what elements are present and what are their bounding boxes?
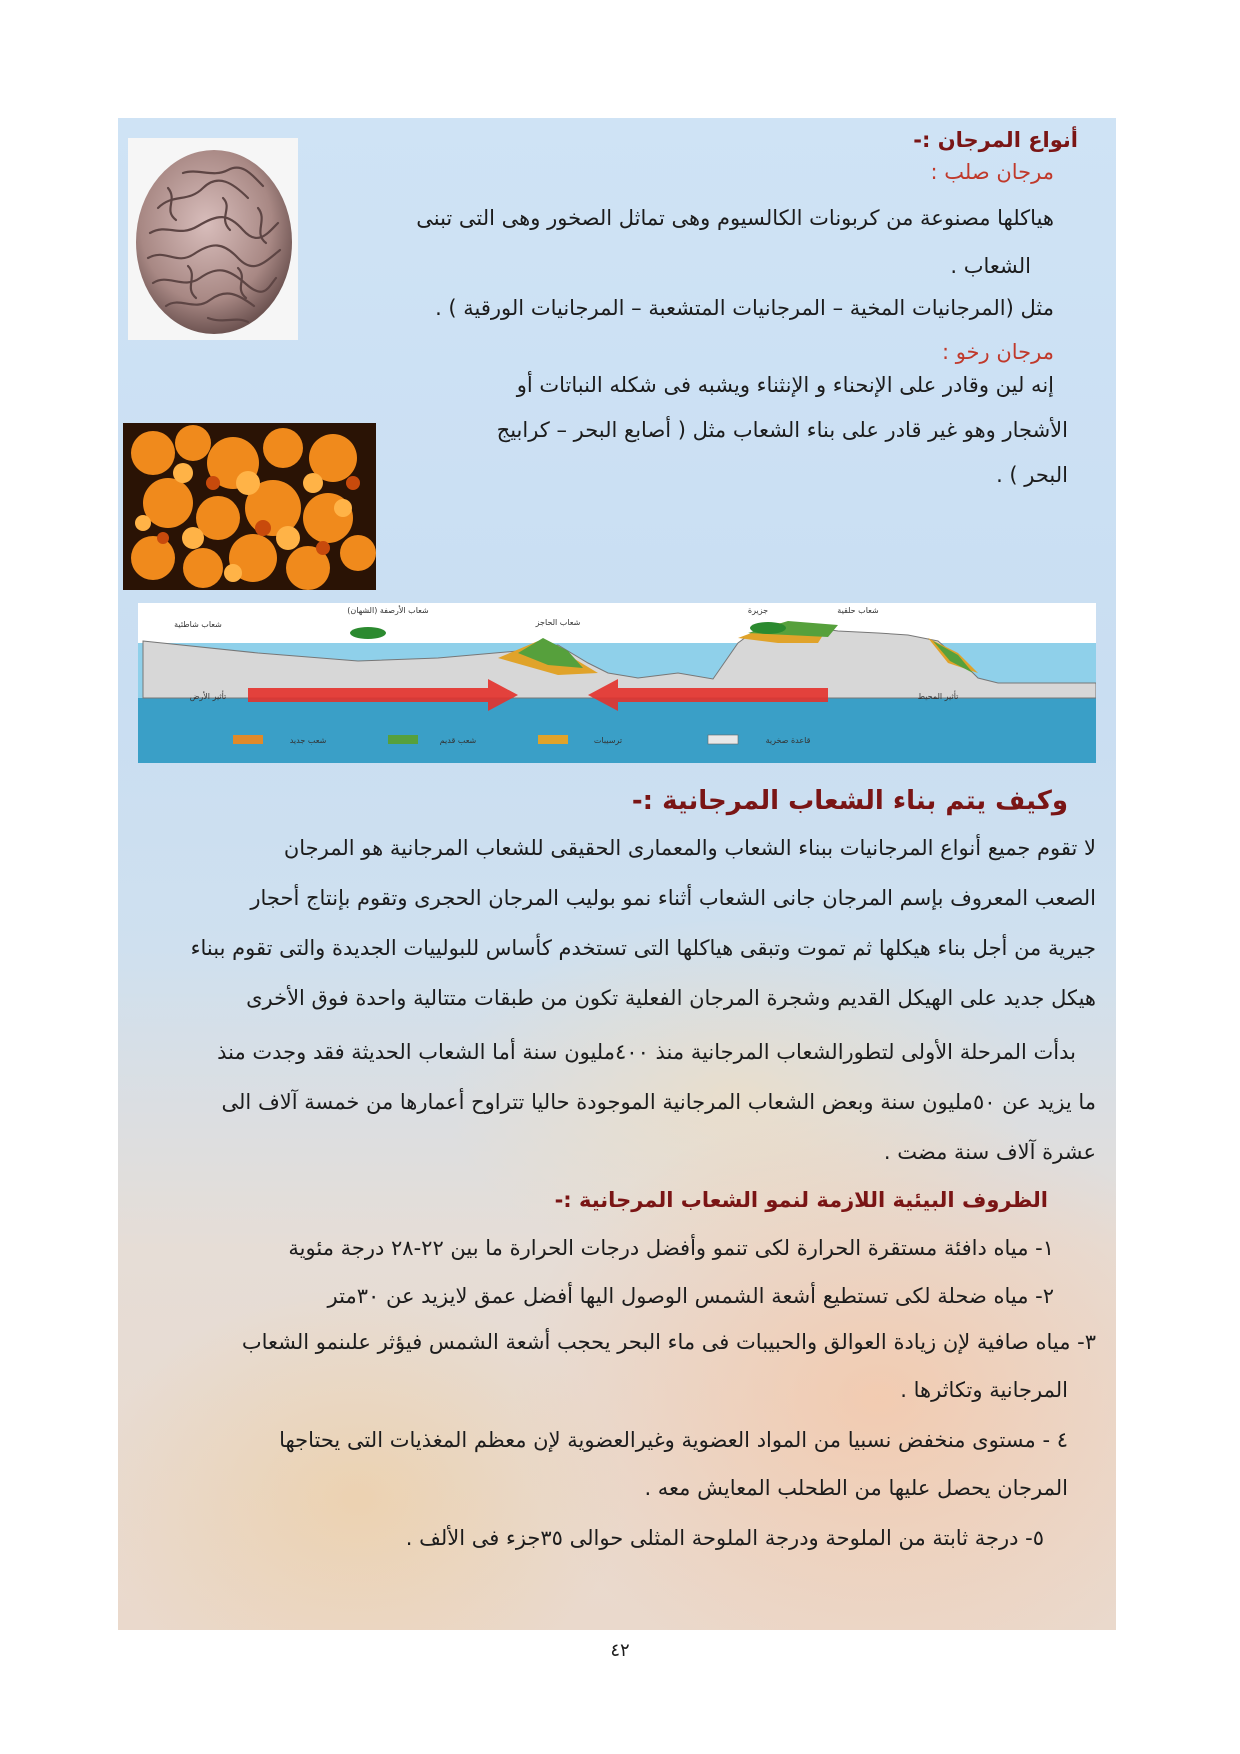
label-land-effect: تأثير الأرض — [189, 692, 227, 701]
legend-bedrock: قاعدة صخرية — [765, 736, 811, 745]
soft-coral-label: مرجان رخو : — [941, 340, 1054, 364]
soft-coral-line-1: إنه لين وقادر على الإنحناء و الإنثناء ويشبه فى شكله النباتات أو — [516, 373, 1054, 397]
soft-coral-image — [123, 423, 376, 590]
build-heading: وكيف يتم بناء الشعاب المرجانية :- — [631, 786, 1068, 816]
soft-coral-line-3: البحر ) . — [996, 463, 1068, 487]
condition-3-line-2: المرجانية وتكاثرها . — [900, 1378, 1068, 1402]
build-p1-line-2: الصعب المعروف بإسم المرجان جانى الشعاب أثناء نمو بوليب المرجان الحجرى وتقوم بإنتاج أحجار — [250, 886, 1096, 910]
legend-sediments: ترسيبات — [593, 736, 623, 745]
build-p1-line-1: لا تقوم جميع أنواع المرجانيات ببناء الشعاب والمعمارى الحقيقى للشعاب المرجانية هو المرجان — [283, 836, 1096, 860]
build-p2-line-3: عشرة آلاف سنة مضت . — [883, 1140, 1096, 1164]
label-atoll: شعاب حلقية — [837, 606, 879, 615]
hard-coral-line-1: هياكلها مصنوعة من كربونات الكالسيوم وهى تماثل الصخور وهى التى تبنى — [416, 206, 1054, 230]
build-p2-line-2: ما يزيد عن ٥٠مليون سنة وبعض الشعاب المرجانية الموجودة حاليا تتراوح أعمارها من خمسة آلاف الى — [221, 1090, 1096, 1114]
types-heading: أنواع المرجان :- — [913, 128, 1078, 152]
hard-coral-examples: مثل (المرجانيات المخية – المرجانيات المتشعبة – المرجانيات الورقية ) . — [435, 296, 1054, 320]
label-fringing: شعاب شاطئية — [174, 620, 222, 629]
condition-3-line-1: ٣- مياه صافية لإن زيادة العوالق والحبيبات فى ماء البحر يحجب أشعة الشمس فيؤثر علىنمو الشعاب — [241, 1330, 1096, 1354]
legend-new-reef: شعب جديد — [289, 736, 327, 745]
hard-coral-label: مرجان صلب : — [930, 160, 1054, 184]
label-ocean-effect: تأثير المحيط — [917, 692, 959, 701]
page-background-panel — [118, 118, 1116, 1630]
reef-types-diagram — [138, 603, 1096, 763]
build-p1-line-4: هيكل جديد على الهيكل القديم وشجرة المرجان الفعلية تكون من طبقات متتالية واحدة فوق الأخرى — [246, 986, 1096, 1010]
condition-5: ٥- درجة ثابتة من الملوحة ودرجة الملوحة المثلى حوالى ٣٥جزء فى الألف . — [405, 1526, 1044, 1550]
label-island: جزيرة — [747, 606, 769, 615]
page-number: ٤٢ — [610, 1640, 630, 1661]
label-barrier: شعاب الحاجز — [535, 618, 581, 627]
condition-2: ٢- مياه ضحلة لكى تستطيع أشعة الشمس الوصول اليها أفضل عمق لايزيد عن ٣٠متر — [327, 1284, 1054, 1308]
condition-4-line-1: ٤ - مستوى منخفض نسبيا من المواد العضوية وغيرالعضوية لإن معظم المغذيات التى يحتاجها — [279, 1428, 1068, 1452]
legend-old-reef: شعب قديم — [439, 736, 477, 745]
conditions-heading: الظروف البيئية اللازمة لنمو الشعاب المرجانية :- — [554, 1188, 1048, 1212]
condition-4-line-2: المرجان يحصل عليها من الطحلب المعايش معه . — [644, 1476, 1068, 1500]
condition-1: ١- مياه دافئة مستقرة الحرارة لكى تنمو وأفضل درجات الحرارة ما بين ٢٢-٢٨ درجة مئوية — [288, 1236, 1054, 1260]
label-platform: شعاب الأرصفة (الشهان) — [347, 606, 429, 615]
build-p2-line-1: بدأت المرحلة الأولى لتطورالشعاب المرجانية منذ ٤٠٠مليون سنة أما الشعاب الحديثة فقد وجدت منذ — [217, 1040, 1076, 1064]
brain-coral-image — [128, 138, 298, 340]
build-p1-line-3: جيرية من أجل بناء هيكلها ثم تموت وتبقى هياكلها التى تستخدم كأساس للبولييات الجديدة والتى تقوم ببناء — [190, 936, 1096, 960]
hard-coral-line-2: الشعاب . — [950, 254, 1031, 278]
soft-coral-line-2: الأشجار وهو غير قادر على بناء الشعاب مثل ( أصابع البحر – كرابيج — [496, 418, 1068, 442]
